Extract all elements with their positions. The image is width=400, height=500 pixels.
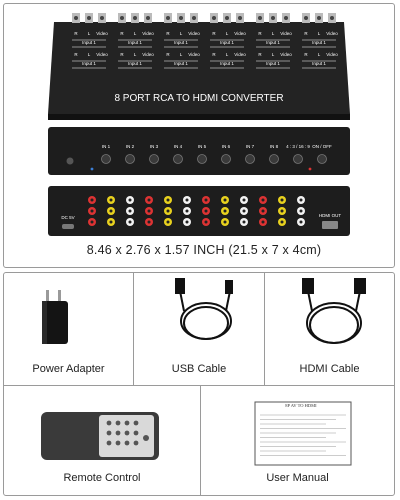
front-button[interactable] (294, 155, 303, 164)
channel-label: Video (234, 52, 246, 57)
input-group-label: Input 1 (128, 61, 142, 66)
top-rca-jack (328, 13, 336, 23)
channel-label: R (212, 52, 216, 57)
input-group-label: Input 1 (174, 61, 188, 66)
input-group-label: Input 1 (82, 40, 96, 45)
top-rca-jack (256, 13, 264, 23)
back-rca-jack (202, 196, 210, 204)
top-rca-jack (85, 13, 93, 23)
channel-label: L (133, 31, 137, 36)
front-button[interactable] (318, 155, 327, 164)
back-rca-jack (297, 218, 305, 226)
front-button[interactable] (198, 155, 207, 164)
channel-label: L (87, 31, 91, 36)
dimensions-text: 8.46 x 2.76 x 1.57 INCH (21.5 x 7 x 4cm) (86, 243, 322, 257)
channel-label: R (304, 31, 308, 36)
converter-front-view (48, 127, 350, 175)
input-group-label: Input 1 (266, 40, 280, 45)
back-rca-jack (221, 207, 229, 215)
top-rca-jack (223, 13, 231, 23)
back-rca-jack (126, 207, 134, 215)
channel-label: R (304, 52, 308, 57)
top-rca-jack (269, 13, 277, 23)
input-group-label: Input 1 (220, 61, 234, 66)
front-button[interactable] (270, 155, 279, 164)
back-rca-jack (88, 196, 96, 204)
channel-label: Video (188, 52, 200, 57)
back-rca-jack (145, 218, 153, 226)
top-rca-jack (190, 13, 198, 23)
channel-label: R (120, 31, 124, 36)
channel-label: R (212, 31, 216, 36)
product-panel (3, 3, 395, 268)
top-rca-jack (131, 13, 139, 23)
channel-label: Video (326, 52, 338, 57)
hdmi-cable-icon (303, 279, 365, 343)
input-group-label: Input 1 (82, 61, 96, 66)
channel-label: Video (326, 31, 338, 36)
back-rca-jack (107, 218, 115, 226)
channel-label: Video (96, 31, 108, 36)
input-group-label: Input 1 (174, 40, 188, 45)
input-group-label: Input 1 (312, 61, 326, 66)
back-rca-jack (221, 218, 229, 226)
channel-label: R (74, 31, 78, 36)
back-rca-jack (240, 196, 248, 204)
front-button-label: IN 1 (101, 144, 111, 149)
front-button-label: IN 6 (221, 144, 231, 149)
dc-label: DC 5V (61, 215, 75, 220)
top-rca-jack (177, 13, 185, 23)
back-rca-jack (88, 218, 96, 226)
back-rca-jack (240, 207, 248, 215)
back-rca-jack (126, 218, 134, 226)
back-rca-jack (202, 218, 210, 226)
channel-label: L (87, 52, 91, 57)
caption-usb-cable: USB Cable (171, 363, 227, 375)
usb-cable-icon (176, 279, 232, 339)
front-button[interactable] (102, 155, 111, 164)
back-rca-jack (164, 196, 172, 204)
front-button-label: IN 4 (173, 144, 183, 149)
channel-label: L (225, 52, 229, 57)
top-rca-jack (282, 13, 290, 23)
input-group-label: Input 1 (220, 40, 234, 45)
remote-control-icon (41, 412, 159, 460)
back-rca-jack (297, 196, 305, 204)
back-rca-jack (183, 196, 191, 204)
back-rca-jack (278, 207, 286, 215)
channel-label: R (120, 52, 124, 57)
front-button-label: IN 8 (269, 144, 279, 149)
user-manual-icon (255, 402, 351, 465)
top-rca-jack (164, 13, 172, 23)
power-adapter-icon (42, 290, 68, 344)
front-button-label: IN 3 (149, 144, 159, 149)
front-button[interactable] (246, 155, 255, 164)
front-button-label: IN 7 (245, 144, 255, 149)
back-rca-jack (240, 218, 248, 226)
top-rca-jack (98, 13, 106, 23)
channel-label: L (179, 52, 183, 57)
channel-label: Video (96, 52, 108, 57)
input-group-label: Input 1 (128, 40, 142, 45)
back-rca-jack (259, 207, 267, 215)
back-rca-jack (107, 196, 115, 204)
front-button[interactable] (174, 155, 183, 164)
top-label: 8 PORT RCA TO HDMI CONVERTER (114, 93, 284, 104)
channel-label: R (258, 52, 262, 57)
top-rca-jack (236, 13, 244, 23)
back-rca-jack (202, 207, 210, 215)
back-rca-jack (259, 196, 267, 204)
back-rca-jack (107, 207, 115, 215)
back-rca-jack (145, 196, 153, 204)
back-rca-jack (88, 207, 96, 215)
back-rca-jack (278, 218, 286, 226)
top-rca-jack (72, 13, 80, 23)
front-button[interactable] (126, 155, 135, 164)
channel-label: Video (142, 31, 154, 36)
converter-back-view (48, 186, 350, 236)
channel-label: R (74, 52, 78, 57)
converter-top-view (48, 13, 350, 120)
top-rca-jack (144, 13, 152, 23)
channel-label: Video (234, 31, 246, 36)
back-rca-jack (183, 207, 191, 215)
front-button-label: IN 2 (125, 144, 135, 149)
back-rca-jack (297, 207, 305, 215)
channel-label: Video (188, 31, 200, 36)
caption-power-adapter: Power Adapter (32, 363, 105, 375)
channel-label: Video (280, 52, 292, 57)
channel-label: L (225, 31, 229, 36)
channel-label: R (258, 31, 262, 36)
channel-label: L (317, 31, 321, 36)
manual-title: 8P AV TO HDMI (285, 403, 317, 408)
back-rca-jack (145, 207, 153, 215)
front-button[interactable] (150, 155, 159, 164)
channel-label: R (166, 31, 170, 36)
input-group-label: Input 1 (312, 40, 326, 45)
top-rca-jack (118, 13, 126, 23)
back-rca-jack (183, 218, 191, 226)
caption-user-manual: User Manual (266, 472, 329, 484)
back-rca-jack (164, 218, 172, 226)
channel-label: L (133, 52, 137, 57)
back-rca-jack (164, 207, 172, 215)
caption-remote-control: Remote Control (63, 472, 141, 484)
caption-hdmi-cable: HDMI Cable (299, 363, 360, 375)
converter-illustration (4, 4, 396, 269)
front-button-label: ON / OFF (312, 144, 332, 149)
channel-label: L (317, 52, 321, 57)
top-rca-jack (302, 13, 310, 23)
channel-label: Video (280, 31, 292, 36)
back-rca-jack (126, 196, 134, 204)
front-button[interactable] (222, 155, 231, 164)
hdmi-out-label: HDMI OUT (318, 213, 342, 218)
channel-label: L (271, 52, 275, 57)
input-group-label: Input 1 (266, 61, 280, 66)
channel-label: R (166, 52, 170, 57)
channel-label: L (179, 31, 183, 36)
top-rca-jack (315, 13, 323, 23)
back-rca-jack (278, 196, 286, 204)
front-button-label: 4 : 3 / 16 : 9 (286, 144, 310, 149)
channel-label: L (271, 31, 275, 36)
accessories-grid (3, 272, 395, 496)
channel-label: Video (142, 52, 154, 57)
back-rca-jack (221, 196, 229, 204)
top-rca-jack (210, 13, 218, 23)
front-button-label: IN 5 (197, 144, 207, 149)
back-rca-jack (259, 218, 267, 226)
